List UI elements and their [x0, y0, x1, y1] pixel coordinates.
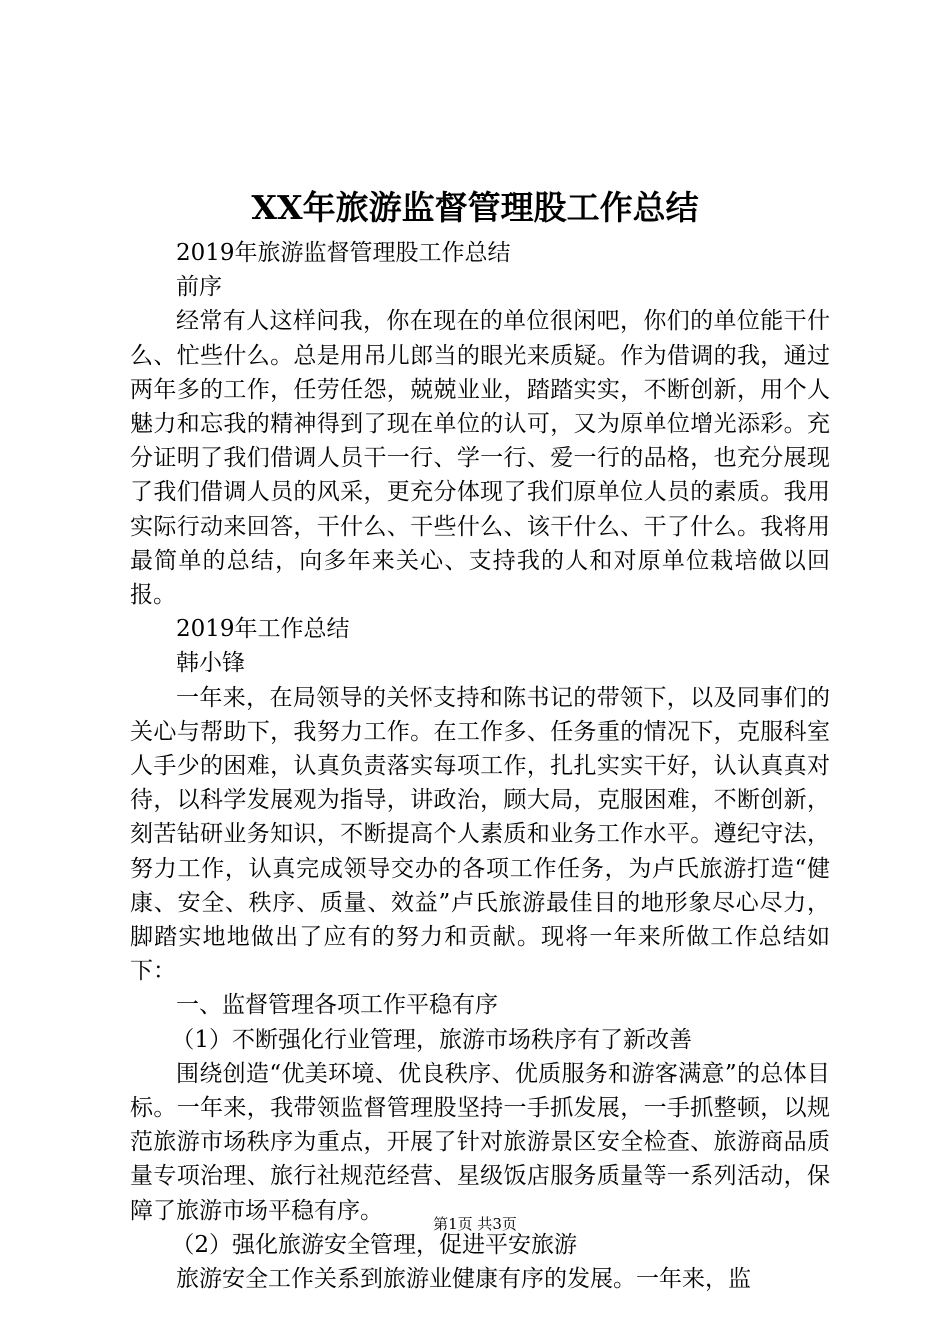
paragraph-preface: 经常有人这样问我，你在现在的单位很闲吧，你们的单位能干什么、忙些什么。总是用吊儿郎当的眼光来质疑。作为借调的我，通过两年多的工作，任劳任怨，兢兢业业，踏踏实实，不断创新，用个人魅力和忘我的精神得到了现在单位的认可，又为原单位增光添彩。充分证明了我们借调人员干一行、学一行、爱一行的品格，也充分展现了我们借调人员的风采，更充分体现了我们原单位人员的素质。我用实际行动来回答，干什么、干些什么、该干什么、干了什么。我将用最简单的总结，向多年来关心、支持我的人和对原单位栽培做以回报。: [130, 308, 830, 609]
paragraph-subsection-1-heading: （1）不断强化行业管理，旅游市场秩序有了新改善: [171, 1026, 693, 1053]
paragraph-subtitle: 2019年旅游监督管理股工作总结: [176, 240, 511, 266]
paragraph-subsection-2-body: 旅游安全工作关系到旅游业健康有序的发展。一年来，监: [176, 1266, 751, 1293]
page-footer: 第1页 共3页: [433, 1215, 517, 1233]
paragraph-author: 韩小锋: [176, 650, 245, 677]
paragraph-section-1-heading: 一、监督管理各项工作平稳有序: [176, 992, 498, 1019]
paragraph-preface-heading: 前序: [176, 274, 222, 301]
paragraph-summary-heading: 2019年工作总结: [176, 616, 350, 643]
paragraph-intro: 一年来，在局领导的关怀支持和陈书记的带领下，以及同事们的关心与帮助下，我努力工作。在工作多、任务重的情况下，克服科室人手少的困难，认真负责落实每项工作，扎扎实实干好，认认真真对待，以科学发展观为指导，讲政治，顾大局，克服困难，不断创新，刻苦钻研业务知识，不断提高个人素质和业务工作水平。遵纪守法，努力工作，认真完成领导交办的各项工作任务，为卢氏旅游打造“健康、安全、秩序、质量、效益”卢氏旅游最佳目的地形象尽心尽力，脚踏实地地做出了应有的努力和贡献。现将一年来所做工作总结如下：: [130, 684, 830, 985]
document-title: XX年旅游监督管理股工作总结: [251, 188, 699, 227]
document-body: [130, 236, 830, 1296]
paragraph-subsection-1-body: 围绕创造“优美环境、优良秩序、优质服务和游客满意”的总体目标。一年来，我带领监督管理股坚持一手抓发展，一手抓整顿，以规范旅游市场秩序为重点，开展了针对旅游景区安全检查、旅游商品质量专项治理、旅行社规范经营、星级饭店服务质量等一系列活动，保障了旅游市场平稳有序。: [130, 1060, 830, 1224]
paragraph-subsection-2-heading: （2）强化旅游安全管理，促进平安旅游: [171, 1231, 578, 1258]
